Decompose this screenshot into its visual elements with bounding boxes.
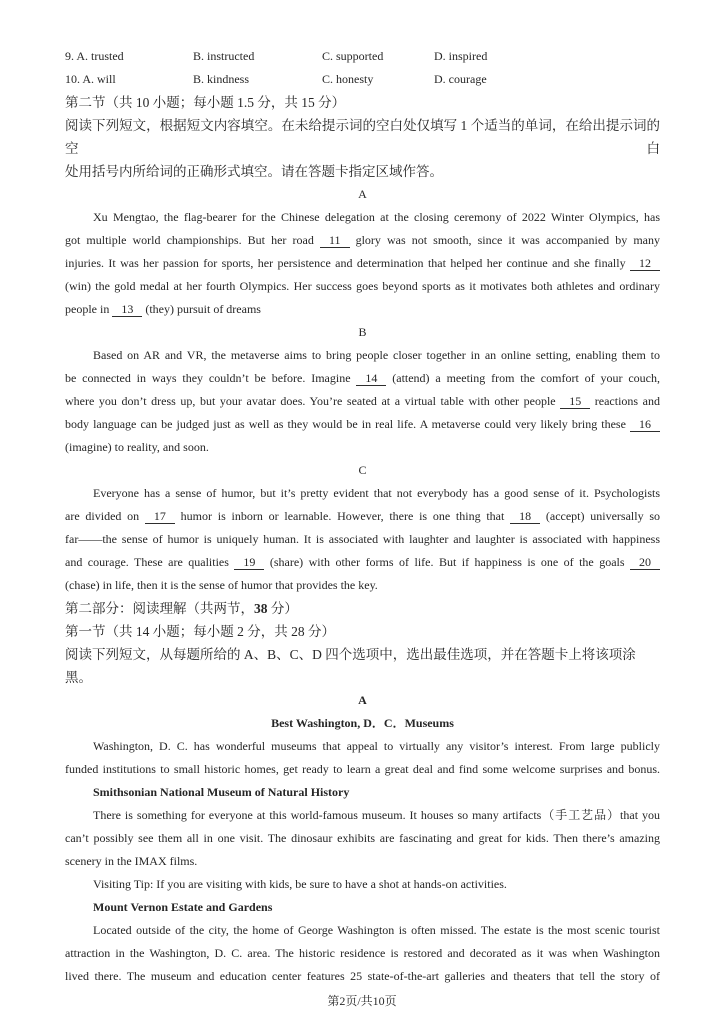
text-line: Visiting Tip: If you are visiting with kids, be sure to have a shot at hands-on activities.: [93, 877, 507, 891]
text-line: A: [358, 187, 367, 201]
text-line: and courage. These are qualities 19 (share) with other forms of life. But if happiness is one of the goals 20: [65, 551, 660, 574]
fill-in-blank: 19: [234, 555, 264, 570]
text-line: Everyone has a sense of humor, but it’s pretty evident that not everybody has a good sense of it. Psychologists: [93, 486, 660, 500]
exam-document-body: [65, 45, 660, 988]
text-line: attraction in the Washington, D. C. area. The historic residence is restored and decorated as it was when Washington: [65, 946, 660, 960]
text-line: funded institutions to small historic homes, get ready to learn a great deal and find some welcome surprises and bonus.: [65, 762, 660, 776]
fill-in-blank: 14: [356, 371, 386, 386]
text-line: can’t possibly see them all in one visit. The dinosaur exhibits are fascinating and great for kids. Then there’s amazing: [65, 831, 660, 845]
fill-in-blank: 18: [510, 509, 540, 524]
text-line: 第一节（共 14 小题；每小题 2 分，共 28 分）: [65, 624, 335, 639]
text-line: 阅读下列短文，根据短文内容填空。在未给提示词的空白处仅填写 1 个适当的单词，在给出提示词的空白: [65, 118, 660, 156]
options-row: [65, 68, 660, 91]
option-cell: 9. A. trusted: [65, 49, 124, 63]
fill-in-blank: 12: [630, 256, 660, 271]
option-cell: B. kindness: [193, 72, 250, 86]
text-line: lived there. The museum and education center features 25 state-of-the-art galleries and theaters that tell the story of: [65, 969, 660, 983]
page-number: 第2页/共10页: [327, 994, 397, 1008]
text-line: (win) the gold medal at her fourth Olympics. Her success goes beyond sports as it motivates both athletes and ordinary: [65, 279, 660, 293]
text-line: Xu Mengtao, the flag-bearer for the Chinese delegation at the closing ceremony of 2022 Winter Olympics, has: [93, 210, 660, 224]
option-cell: B. instructed: [193, 49, 255, 63]
text-line: far——the sense of humor is uniquely human. It is associated with laughter and laughter is associated with happiness: [65, 532, 660, 546]
text-line: people in 13 (they) pursuit of dreams: [65, 302, 261, 316]
text-line: Smithsonian National Museum of Natural History: [93, 785, 350, 799]
text-line: 阅读下列短文，从每题所给的 A、B、C、D 四个选项中，选出最佳选项，并在答题卡上将该项涂黑。: [65, 647, 636, 685]
fill-in-blank: 16: [630, 417, 660, 432]
fill-in-blank: 11: [320, 233, 350, 248]
text-line: scenery in the IMAX films.: [65, 854, 198, 868]
text-line: B: [358, 325, 367, 339]
text-line: Based on AR and VR, the metaverse aims to bring people closer together in an online setting, enabling them to: [93, 348, 660, 362]
text-line: Mount Vernon Estate and Gardens: [93, 900, 273, 914]
text-line: C: [358, 463, 367, 477]
text-line: A: [358, 693, 367, 707]
text-line: injuries. It was her passion for sports, her persistence and determination that helped her continue and she finally 12: [65, 252, 660, 275]
text-line: 第二部分：阅读理解（共两节，38 分）: [65, 601, 298, 616]
text-line: are divided on 17 humor is inborn or learnable. However, there is one thing that 18 (accept) universally so: [65, 509, 660, 523]
fill-in-blank: 13: [112, 302, 142, 317]
text-line: There is something for everyone at this world-famous museum. It houses so many artifacts（手工艺品）that you: [93, 808, 660, 822]
text-line: Located outside of the city, the home of George Washington is often missed. The estate is the most scenic tourist: [93, 923, 660, 937]
option-cell: C. honesty: [322, 72, 374, 86]
text-line: (chase) in life, then it is the sense of humor that provides the key.: [65, 578, 378, 592]
fill-in-blank: 17: [145, 509, 175, 524]
text-line: got multiple world championships. But her road 11 glory was not smooth, since it was accompanied by many: [65, 233, 661, 247]
option-cell: D. inspired: [434, 49, 488, 63]
fill-in-blank: 15: [560, 394, 590, 409]
text-line: 处用括号内所给词的正确形式填空。请在答题卡指定区域作答。: [65, 164, 443, 179]
fill-in-blank: 20: [630, 555, 660, 570]
option-cell: C. supported: [322, 49, 384, 63]
text-line: (imagine) to reality, and soon.: [65, 440, 209, 454]
text-line: body language can be judged just as well as they would be in real life. A metaverse could very likely bring these 16: [65, 413, 660, 436]
text-line: Best Washington, D．C．Museums: [271, 716, 454, 730]
text-line: 第二节（共 10 小题；每小题 1.5 分，共 15 分）: [65, 95, 346, 110]
text-line: be connected in ways they couldn’t be before. Imagine 14 (attend) a meeting from the comfort of your couch,: [65, 371, 660, 385]
text-line: Washington, D. C. has wonderful museums that appeal to virtually any visitor’s interest. From large publicly: [93, 739, 660, 753]
bold-text: 38: [254, 601, 268, 616]
text-line: where you don’t dress up, but your avatar does. You’re seated at a virtual table with other people 15 reactions and: [65, 394, 660, 408]
options-row: [65, 45, 660, 68]
option-cell: 10. A. will: [65, 72, 116, 86]
option-cell: D. courage: [434, 72, 487, 86]
